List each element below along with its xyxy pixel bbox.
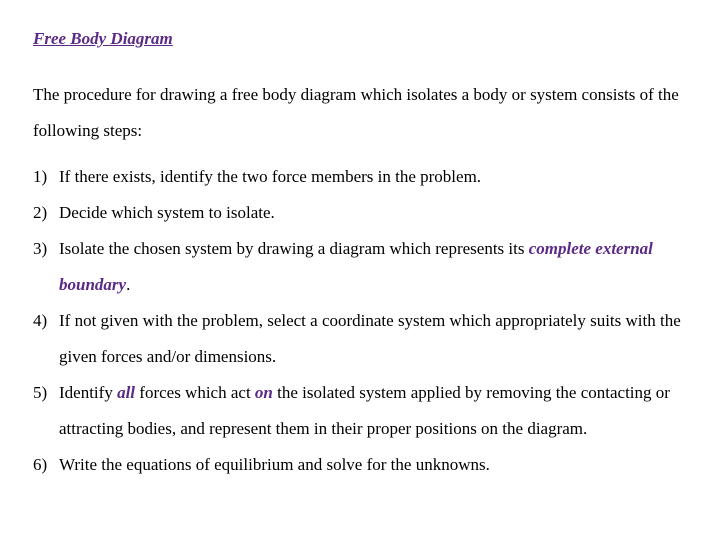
step-number: 1) — [33, 167, 48, 186]
step-number: 5) — [33, 383, 48, 402]
step-text: the isolated system applied by removing the contacting or attracting bodies, and represent them in their proper positions on the diagram. — [59, 383, 670, 438]
emphasis-complete-external-boundary: complete external boundary — [59, 239, 653, 294]
step-text: If not given with the problem, select a coordinate system which appropriately suits with the given forces and/or dimensions. — [59, 311, 681, 366]
emphasis-all: all — [117, 383, 136, 402]
step-2 — [33, 195, 703, 231]
emphasis-on: on — [254, 383, 273, 402]
step-3 — [33, 231, 703, 303]
step-4 — [33, 303, 703, 375]
step-text: If there exists, identify the two force members in the problem. — [59, 167, 482, 186]
step-6 — [33, 447, 703, 483]
intro-paragraph: The procedure for drawing a free body diagram which isolates a body or system consists of the following steps: — [33, 85, 679, 140]
step-1 — [33, 159, 703, 195]
slide-title: Free Body Diagram — [33, 29, 173, 48]
step-text: Identify — [59, 383, 118, 402]
step-5 — [33, 375, 703, 447]
step-text: Isolate the chosen system by drawing a diagram which represents its — [59, 239, 529, 258]
step-text: forces which act — [135, 383, 255, 402]
step-number: 2) — [33, 203, 48, 222]
step-text: . — [126, 275, 131, 294]
step-number: 4) — [33, 311, 48, 330]
step-text: Write the equations of equilibrium and solve for the unknowns. — [59, 455, 490, 474]
steps-list — [33, 159, 703, 483]
step-number: 6) — [33, 455, 48, 474]
step-text: Decide which system to isolate. — [59, 203, 275, 222]
step-number: 3) — [33, 239, 48, 258]
